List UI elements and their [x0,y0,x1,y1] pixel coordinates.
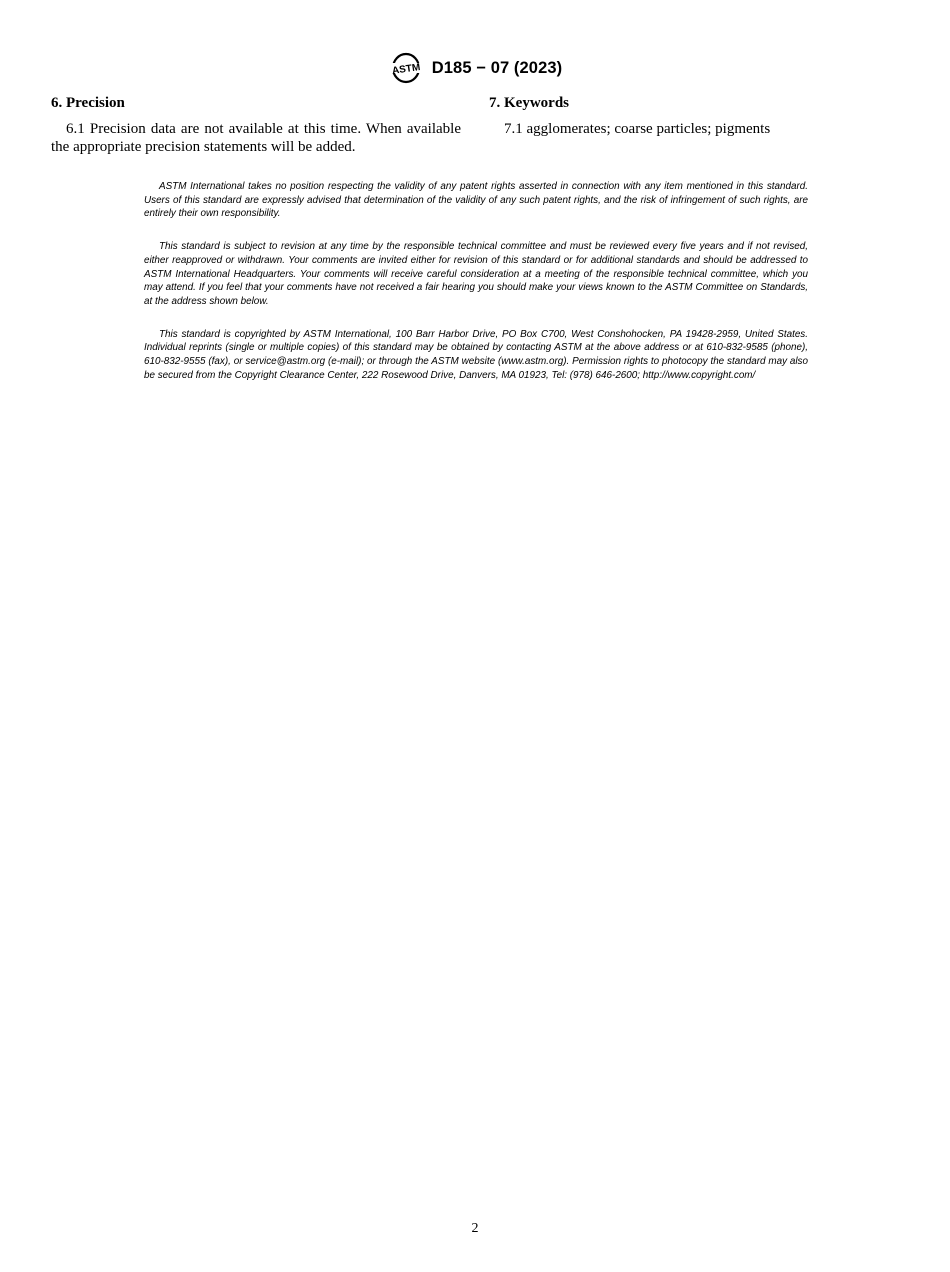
section-keywords [489,94,889,138]
revision-notice: This standard is subject to revision at any time by the responsible technical committee and must be reviewed every five years and if not revised, either reapproved or withdrawn. Your comments are invited either for revision of this standard or for additional standards and should be addressed to ASTM International Headquarters. Your comments will receive careful consideration at a meeting of the responsible technical committee, which you may attend. If you feel that your comments have not received a fair hearing you should make your views known to the ASTM Committee on Standards, at the address shown below. [144,241,808,307]
section-precision [51,94,461,156]
patent-notice: ASTM International takes no position respecting the validity of any patent rights asserted in connection with any item mentioned in this standard. Users of this standard are expressly advised that determination of the validity of any such patent rights, and the risk of infringement of such rights, are entirely their own responsibility. [144,181,808,220]
astm-logo-icon [388,52,424,84]
astm-logo-text: ASTM [391,62,421,77]
section-paragraph: 7.1 agglomerates; coarse particles; pigments [504,121,771,137]
page-header [0,52,950,84]
standard-designation: D185 − 07 (2023) [431,58,563,77]
legal-notices [144,180,808,401]
copyright-notice: This standard is copyrighted by ASTM International, 100 Barr Harbor Drive, PO Box C700, West Conshohocken, PA 19428-2959, United States. Individual reprints (single or multiple copies) of this standard may be obtained by contacting ASTM at the above address or at 610-832-9585 (phone), 610-832-9555 (fax), or service@astm.org (e-mail); or through the ASTM website (www.astm.org). Permission rights to photocopy the standard may also be secured from the Copyright Clearance Center, 222 Rosewood Drive, Danvers, MA 01923, Tel: (978) 646-2600; http://www.copyright.com/ [144,328,808,381]
section-heading: 7. Keywords [489,95,569,111]
page-number: 2 [471,1221,479,1236]
section-heading: 6. Precision [51,95,125,111]
section-paragraph: 6.1 Precision data are not available at this time. When available the appropriate precision statements will be added. [51,121,461,155]
